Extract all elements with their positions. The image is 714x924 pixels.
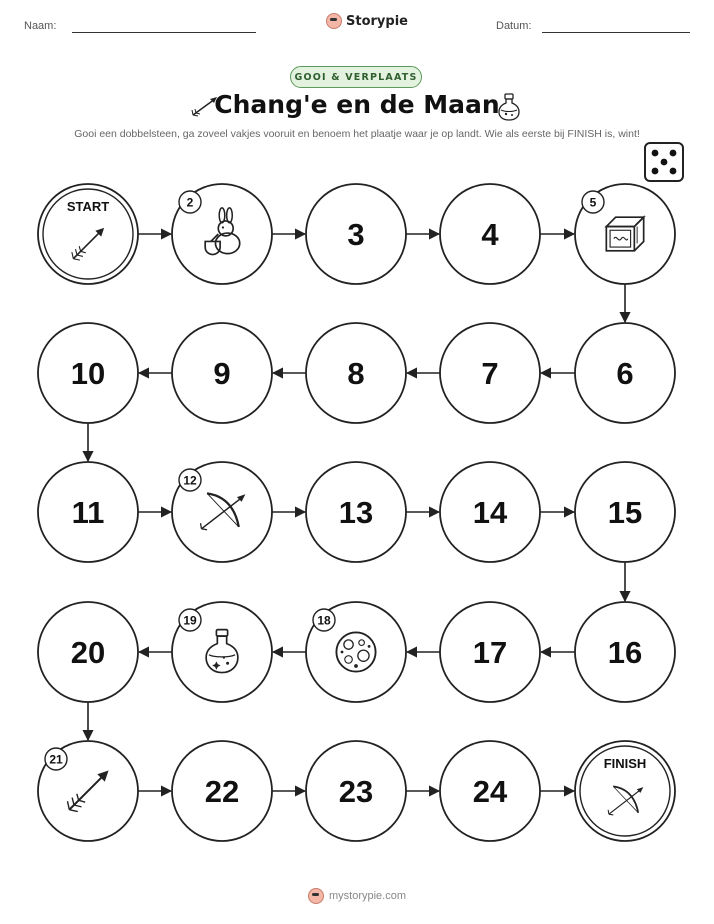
- footer: [0, 888, 714, 904]
- cell-number: 3: [347, 217, 365, 252]
- cell-number: 16: [607, 635, 643, 670]
- cell-number: 23: [338, 774, 374, 809]
- board-cell-13[interactable]: [306, 462, 406, 562]
- instructions-text: Gooi een dobbelsteen, ga zoveel vakjes vooruit en benoem het plaatje waar je op landt. Wie als eerste bij FINISH is, wint!: [74, 128, 640, 140]
- board-cell-23[interactable]: [306, 741, 406, 841]
- cell-number-badge: 19: [183, 613, 197, 628]
- game-type-badge: GOOI & VERPLAATS: [290, 66, 422, 88]
- cell-number-badge: 18: [317, 613, 331, 628]
- cell-label: START: [66, 199, 110, 214]
- board-cell-finish[interactable]: [575, 741, 675, 841]
- board-cell-6[interactable]: [575, 323, 675, 423]
- board-cell-18[interactable]: [306, 602, 406, 702]
- board-cell-4[interactable]: [440, 184, 540, 284]
- name-label: Naam:: [24, 20, 57, 32]
- cell-number: 9: [213, 356, 231, 391]
- board-cell-22[interactable]: [172, 741, 272, 841]
- board-cell-5[interactable]: [575, 184, 675, 284]
- cell-label: FINISH: [603, 756, 647, 771]
- cell-number: 22: [204, 774, 240, 809]
- cell-number-badge: 12: [183, 473, 197, 488]
- board-cell-17[interactable]: [440, 602, 540, 702]
- cell-number: 14: [472, 495, 508, 530]
- board-cell-8[interactable]: [306, 323, 406, 423]
- board-cell-16[interactable]: [575, 602, 675, 702]
- board-cell-start[interactable]: [38, 184, 138, 284]
- storypie-logo-icon: [308, 888, 324, 904]
- footer-url[interactable]: mystorypie.com: [328, 890, 407, 902]
- board-cell-19[interactable]: [172, 602, 272, 702]
- cell-number: 6: [616, 356, 634, 391]
- cell-number: 20: [70, 635, 106, 670]
- board-cell-20[interactable]: [38, 602, 138, 702]
- date-label: Datum:: [496, 20, 532, 32]
- cell-number: 8: [347, 356, 365, 391]
- board-cell-7[interactable]: [440, 323, 540, 423]
- cell-number: 13: [338, 495, 374, 530]
- cell-number-badge: 21: [49, 752, 63, 767]
- cell-number: 11: [71, 495, 105, 530]
- board-cell-11[interactable]: [38, 462, 138, 562]
- cell-number: 4: [481, 217, 499, 252]
- cell-number-badge: 5: [589, 195, 597, 210]
- brand-name: Storypie: [346, 13, 408, 29]
- board-cell-10[interactable]: [38, 323, 138, 423]
- cell-number: 24: [472, 774, 508, 809]
- board-cell-3[interactable]: [306, 184, 406, 284]
- cell-number: 15: [607, 495, 643, 530]
- cell-number: 17: [472, 635, 508, 670]
- cell-number-badge: 2: [186, 195, 194, 210]
- board-cell-2[interactable]: [172, 184, 272, 284]
- board-cell-14[interactable]: [440, 462, 540, 562]
- cell-number: 10: [70, 356, 106, 391]
- board-cell-9[interactable]: [172, 323, 272, 423]
- board-cell-15[interactable]: [575, 462, 675, 562]
- board-cell-21[interactable]: [38, 741, 138, 841]
- board-cell-24[interactable]: [440, 741, 540, 841]
- cell-number: 7: [481, 356, 499, 391]
- page-title: Chang'e en de Maan: [214, 90, 500, 119]
- board-cell-12[interactable]: [172, 462, 272, 562]
